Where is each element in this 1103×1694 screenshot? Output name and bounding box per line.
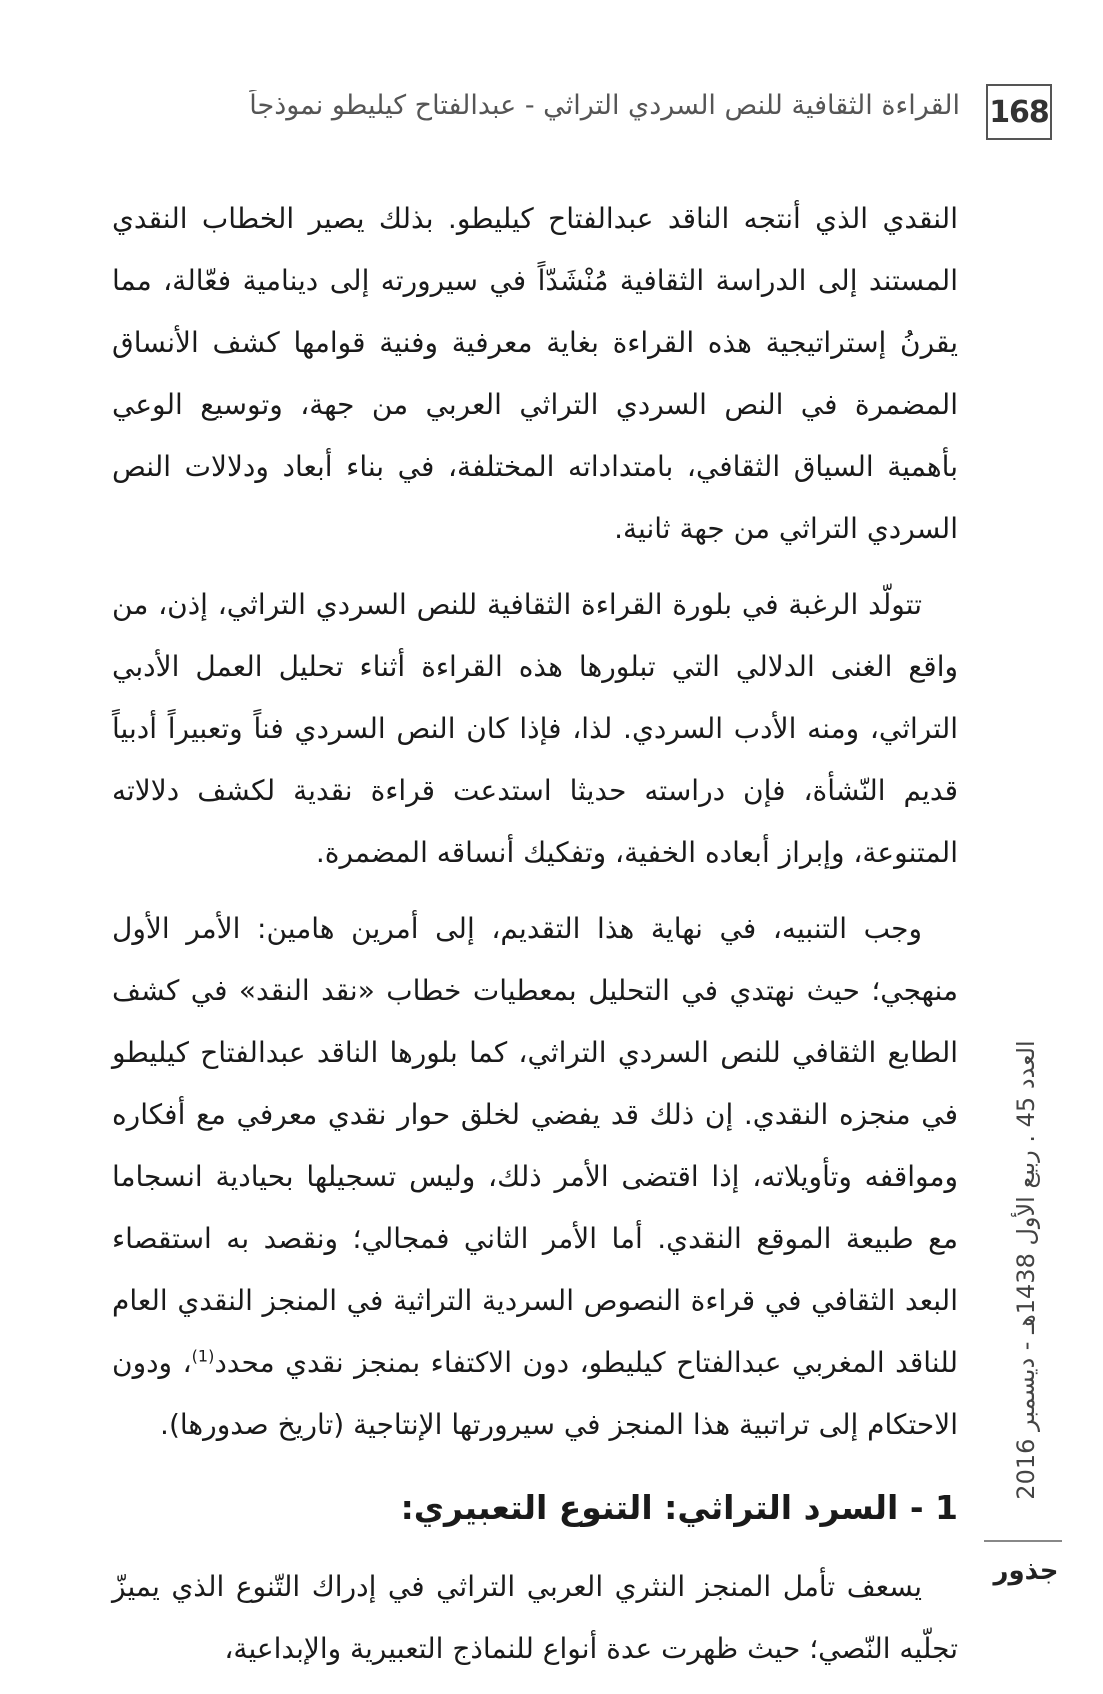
page-header (100, 84, 1060, 144)
section-heading: 1 - السرد التراثي: التنوع التعبيري: (400, 1488, 958, 1527)
paragraph-2: تتولّد الرغبة في بلورة القراءة الثقافية للنص السردي التراثي، إذن، من واقع الغنى الدلالي التي تبلورها هذه القراءة أثناء تحليل العمل الأدبي التراثي، ومنه الأدب السردي. لذا، فإذا كان النص السردي فناً وتعبيراً أدبياً قديم النّشأة، فإن دراسته حديثا استدعت قراءة نقدية لكشف دلالاته المتنوعة، وإبراز أبعاده الخفية، وتفكيك أنساقه المضمرة. (112, 588, 958, 869)
journal-logo: جذور (993, 1556, 1059, 1586)
issue-info: العدد 45 . ربيع الأول 1438هـ - ديسمبر 2016 (1012, 1040, 1040, 1500)
paragraph-3 (112, 898, 958, 1456)
page-number: 168 (986, 84, 1052, 140)
paragraph-3-text: وجب التنبيه، في نهاية هذا التقديم، إلى أمرين هامين: الأمر الأول منهجي؛ حيث نهتدي في التحليل بمعطيات خطاب «نقد النقد» في كشف الطابع الثقافي للنص السردي التراثي، كما بلورها الناقد عبدالفتاح كيليطو في منجزه النقدي. إن ذلك قد يفضي لخلق حوار نقدي معرفي مع أفكاره ومواقفه وتأويلاته، إذا اقتضى الأمر ذلك، وليس تسجيلها بحيادية انسجاما مع طبيعة الموقع النقدي. أما الأمر الثاني فمجالي؛ ونقصد به استقصاء البعد الثقافي في قراءة النصوص السردية التراثية في المنجز النقدي العام للناقد المغربي عبدالفتاح كيليطو، دون الاكتفاء بمنجز نقدي محدد (112, 912, 958, 1379)
paragraph-3-tail: ، ودون الاحتكام إلى تراتبية هذا المنجز في سيرورتها الإنتاجية (تاريخ صدورها). (112, 1346, 958, 1441)
article-body (112, 188, 958, 1694)
footnote-marker[interactable]: (1) (191, 1346, 215, 1366)
paragraph-1: النقدي الذي أنتجه الناقد عبدالفتاح كيليطو. بذلك يصير الخطاب النقدي المستند إلى الدراسة الثقافية مُنْشَدّاً في سيرورته إلى دينامية فعّالة، مما يقرنُ إستراتيجية هذه القراءة بغاية معرفية وفنية قوامها كشف الأنساق المضمرة في النص السردي التراثي العربي من جهة، وتوسيع الوعي بأهمية السياق الثقافي، بامتداداته المختلفة، في بناء أبعاد ودلالات النص السردي التراثي من جهة ثانية. (112, 202, 958, 545)
running-title: القراءة الثقافية للنص السردي التراثي - عبدالفتاح كيليطو نموذجاً (249, 90, 960, 121)
side-divider (984, 1540, 1062, 1542)
paragraph-4: يسعف تأمل المنجز النثري العربي التراثي في إدراك التّنوع الذي يميزّ تجلّيه النّصي؛ حيث ظهرت عدة أنواع للنماذج التعبيرية والإبداعية، (112, 1570, 958, 1665)
